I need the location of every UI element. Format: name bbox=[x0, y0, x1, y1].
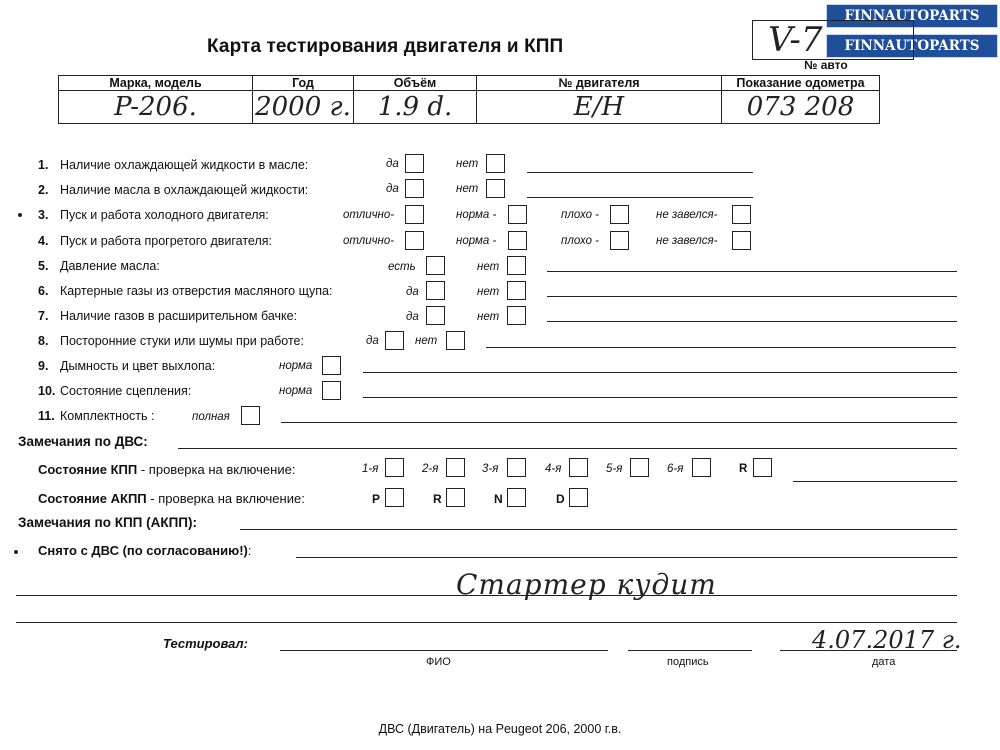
volume-value: 1.9 d. bbox=[354, 91, 477, 124]
akpp-suffix: - проверка на включение: bbox=[146, 491, 305, 506]
item-number: 7. bbox=[38, 309, 49, 323]
date-handwritten: 4.07.2017 г. bbox=[812, 626, 962, 654]
gear-checkbox[interactable] bbox=[507, 488, 526, 507]
odometer-value: 073 208 bbox=[722, 91, 880, 124]
option-label: норма - bbox=[456, 235, 497, 247]
gear-label: R bbox=[433, 492, 442, 506]
car-number-handwritten: V-7 bbox=[768, 20, 823, 60]
removed-label: Снято с ДВС (по согласованию!) bbox=[38, 543, 248, 558]
removed-handwritten: Стартер кудит bbox=[456, 568, 717, 601]
kpp-row-label bbox=[38, 462, 295, 477]
gear-label: 3-я bbox=[482, 463, 499, 475]
gear-label: D bbox=[556, 492, 565, 506]
fill-line bbox=[547, 321, 957, 322]
option-label: нет bbox=[456, 158, 479, 170]
gear-checkbox[interactable] bbox=[507, 458, 526, 477]
item-label: Пуск и работа прогретого двигателя: bbox=[60, 234, 272, 248]
signature-caption: подпись bbox=[667, 656, 709, 668]
option-label: отлично- bbox=[343, 235, 395, 247]
item-label: Наличие охлаждающей жидкости в масле: bbox=[60, 158, 309, 172]
checkbox[interactable] bbox=[610, 231, 629, 250]
gear-checkbox[interactable] bbox=[385, 458, 404, 477]
checkbox[interactable] bbox=[507, 306, 526, 325]
checkbox[interactable] bbox=[241, 406, 260, 425]
item-label: Наличие масла в охлаждающей жидкости: bbox=[60, 183, 309, 197]
kpp-remarks-label: Замечания по КПП (АКПП): bbox=[18, 515, 197, 530]
item-number: 4. bbox=[38, 234, 49, 248]
checkbox[interactable] bbox=[486, 179, 505, 198]
item-label: Давление масла: bbox=[60, 259, 160, 273]
option-label: отлично- bbox=[343, 209, 395, 221]
option-label: да bbox=[366, 335, 379, 347]
option-label: плохо - bbox=[561, 209, 599, 221]
checkbox[interactable] bbox=[507, 256, 526, 275]
kpp-label: Состояние КПП bbox=[38, 462, 138, 477]
item-label: Картерные газы из отверстия масляного щупа: bbox=[60, 284, 333, 298]
checkbox[interactable] bbox=[610, 205, 629, 224]
option-label: нет bbox=[415, 335, 438, 347]
option-label: полная bbox=[192, 411, 230, 423]
removed-row-label bbox=[38, 543, 252, 558]
fill-line bbox=[281, 422, 957, 423]
ink-dot bbox=[18, 213, 22, 217]
checkbox[interactable] bbox=[446, 331, 465, 350]
option-label: нет bbox=[477, 261, 500, 273]
item-number: 6. bbox=[38, 284, 49, 298]
option-label: есть bbox=[388, 261, 416, 273]
col-header: Показание одометра bbox=[722, 76, 880, 91]
gear-checkbox[interactable] bbox=[446, 458, 465, 477]
gear-label: R bbox=[739, 463, 748, 475]
gear-checkbox[interactable] bbox=[569, 488, 588, 507]
option-label: не завелся- bbox=[656, 209, 718, 221]
checkbox[interactable] bbox=[486, 154, 505, 173]
item-number: 1. bbox=[38, 158, 49, 172]
watermark-logo: FINNAUTOPARTS bbox=[826, 34, 998, 58]
gear-label: 6-я bbox=[667, 463, 684, 475]
col-header: Объём bbox=[354, 76, 477, 91]
engine-number-value: E/H bbox=[477, 91, 722, 124]
gear-label: 4-я bbox=[545, 463, 562, 475]
akpp-label: Состояние АКПП bbox=[38, 491, 147, 506]
fill-line bbox=[793, 481, 957, 482]
checkbox[interactable] bbox=[426, 256, 445, 275]
vehicle-table bbox=[58, 75, 880, 124]
fill-line bbox=[363, 397, 957, 398]
checkbox[interactable] bbox=[405, 179, 424, 198]
page-caption: ДВС (Двигатель) на Peugeot 206, 2000 г.в. bbox=[378, 722, 622, 736]
fio-caption: ФИО bbox=[426, 656, 451, 668]
checkbox[interactable] bbox=[426, 281, 445, 300]
fill-line bbox=[547, 296, 957, 297]
fill-line bbox=[240, 529, 957, 530]
gear-checkbox[interactable] bbox=[385, 488, 404, 507]
gear-checkbox[interactable] bbox=[753, 458, 772, 477]
gear-checkbox[interactable] bbox=[446, 488, 465, 507]
fill-line bbox=[16, 622, 957, 623]
checkbox[interactable] bbox=[508, 231, 527, 250]
watermark-logo: FINNAUTOPARTS bbox=[826, 4, 998, 28]
option-label: не завелся- bbox=[656, 235, 718, 247]
item-number: 9. bbox=[38, 359, 49, 373]
date-caption: дата bbox=[872, 656, 896, 668]
gear-label: 1-я bbox=[362, 463, 379, 475]
fill-line bbox=[527, 197, 753, 198]
model-value: P-206. bbox=[59, 91, 253, 124]
item-number: 11. bbox=[38, 409, 55, 423]
option-label: плохо - bbox=[561, 235, 599, 247]
kpp-suffix: - проверка на включение: bbox=[137, 462, 296, 477]
item-label: Дымность и цвет выхлопа: bbox=[60, 359, 216, 373]
option-label: нет bbox=[456, 183, 479, 195]
item-number: 3. bbox=[38, 208, 49, 222]
checkbox[interactable] bbox=[322, 356, 341, 375]
option-label: нет bbox=[477, 311, 500, 323]
option-label: норма - bbox=[456, 209, 497, 221]
dvs-remarks-label: Замечания по ДВС: bbox=[18, 434, 148, 449]
fill-line bbox=[16, 595, 957, 596]
col-header: Год bbox=[253, 76, 354, 91]
fio-line bbox=[280, 650, 608, 651]
checkbox[interactable] bbox=[405, 205, 424, 224]
option-label: норма bbox=[279, 360, 313, 372]
car-number-label: № авто bbox=[804, 58, 848, 72]
item-label: Пуск и работа холодного двигателя: bbox=[60, 208, 269, 222]
gear-checkbox[interactable] bbox=[630, 458, 649, 477]
fill-line bbox=[527, 172, 753, 173]
checkbox[interactable] bbox=[322, 381, 341, 400]
checkbox[interactable] bbox=[732, 205, 751, 224]
option-label: норма bbox=[279, 385, 313, 397]
option-label: да bbox=[406, 286, 419, 298]
checkbox[interactable] bbox=[405, 154, 424, 173]
item-label: Состояние сцепления: bbox=[60, 384, 192, 398]
form-title: Карта тестирования двигателя и КПП bbox=[207, 36, 564, 57]
item-number: 8. bbox=[38, 334, 49, 348]
col-header: Марка, модель bbox=[59, 76, 253, 91]
item-number: 5. bbox=[38, 259, 49, 273]
gear-label: 2-я bbox=[422, 463, 439, 475]
gear-checkbox[interactable] bbox=[569, 458, 588, 477]
fill-line bbox=[296, 557, 957, 558]
checkbox[interactable] bbox=[426, 306, 445, 325]
fill-line bbox=[363, 372, 957, 373]
checkbox[interactable] bbox=[405, 231, 424, 250]
item-label: Посторонние стуки или шумы при работе: bbox=[60, 334, 304, 348]
gear-label: 5-я bbox=[606, 463, 623, 475]
fill-line bbox=[486, 347, 956, 348]
option-label: да bbox=[406, 311, 419, 323]
gear-label: P bbox=[372, 492, 381, 506]
tested-label: Тестировал: bbox=[163, 636, 248, 651]
item-number: 10. bbox=[38, 384, 56, 398]
year-value: 2000 г. bbox=[253, 91, 354, 124]
gear-label: N bbox=[494, 492, 503, 506]
fill-line bbox=[178, 448, 957, 449]
checkbox[interactable] bbox=[507, 281, 526, 300]
signature-line bbox=[628, 650, 752, 651]
checkbox[interactable] bbox=[385, 331, 404, 350]
checkbox[interactable] bbox=[732, 231, 751, 250]
fill-line bbox=[547, 271, 957, 272]
item-label: Комплектность : bbox=[60, 409, 155, 423]
checkbox[interactable] bbox=[508, 205, 527, 224]
akpp-row-label bbox=[38, 491, 305, 506]
ink-dot bbox=[14, 550, 18, 554]
item-number: 2. bbox=[38, 183, 49, 197]
removed-suffix: : bbox=[247, 543, 252, 558]
item-label: Наличие газов в расширительном бачке: bbox=[60, 309, 298, 323]
col-header: № двигателя bbox=[477, 76, 722, 91]
option-label: да bbox=[386, 183, 399, 195]
gear-checkbox[interactable] bbox=[692, 458, 711, 477]
option-label: нет bbox=[477, 286, 500, 298]
option-label: да bbox=[386, 158, 399, 170]
